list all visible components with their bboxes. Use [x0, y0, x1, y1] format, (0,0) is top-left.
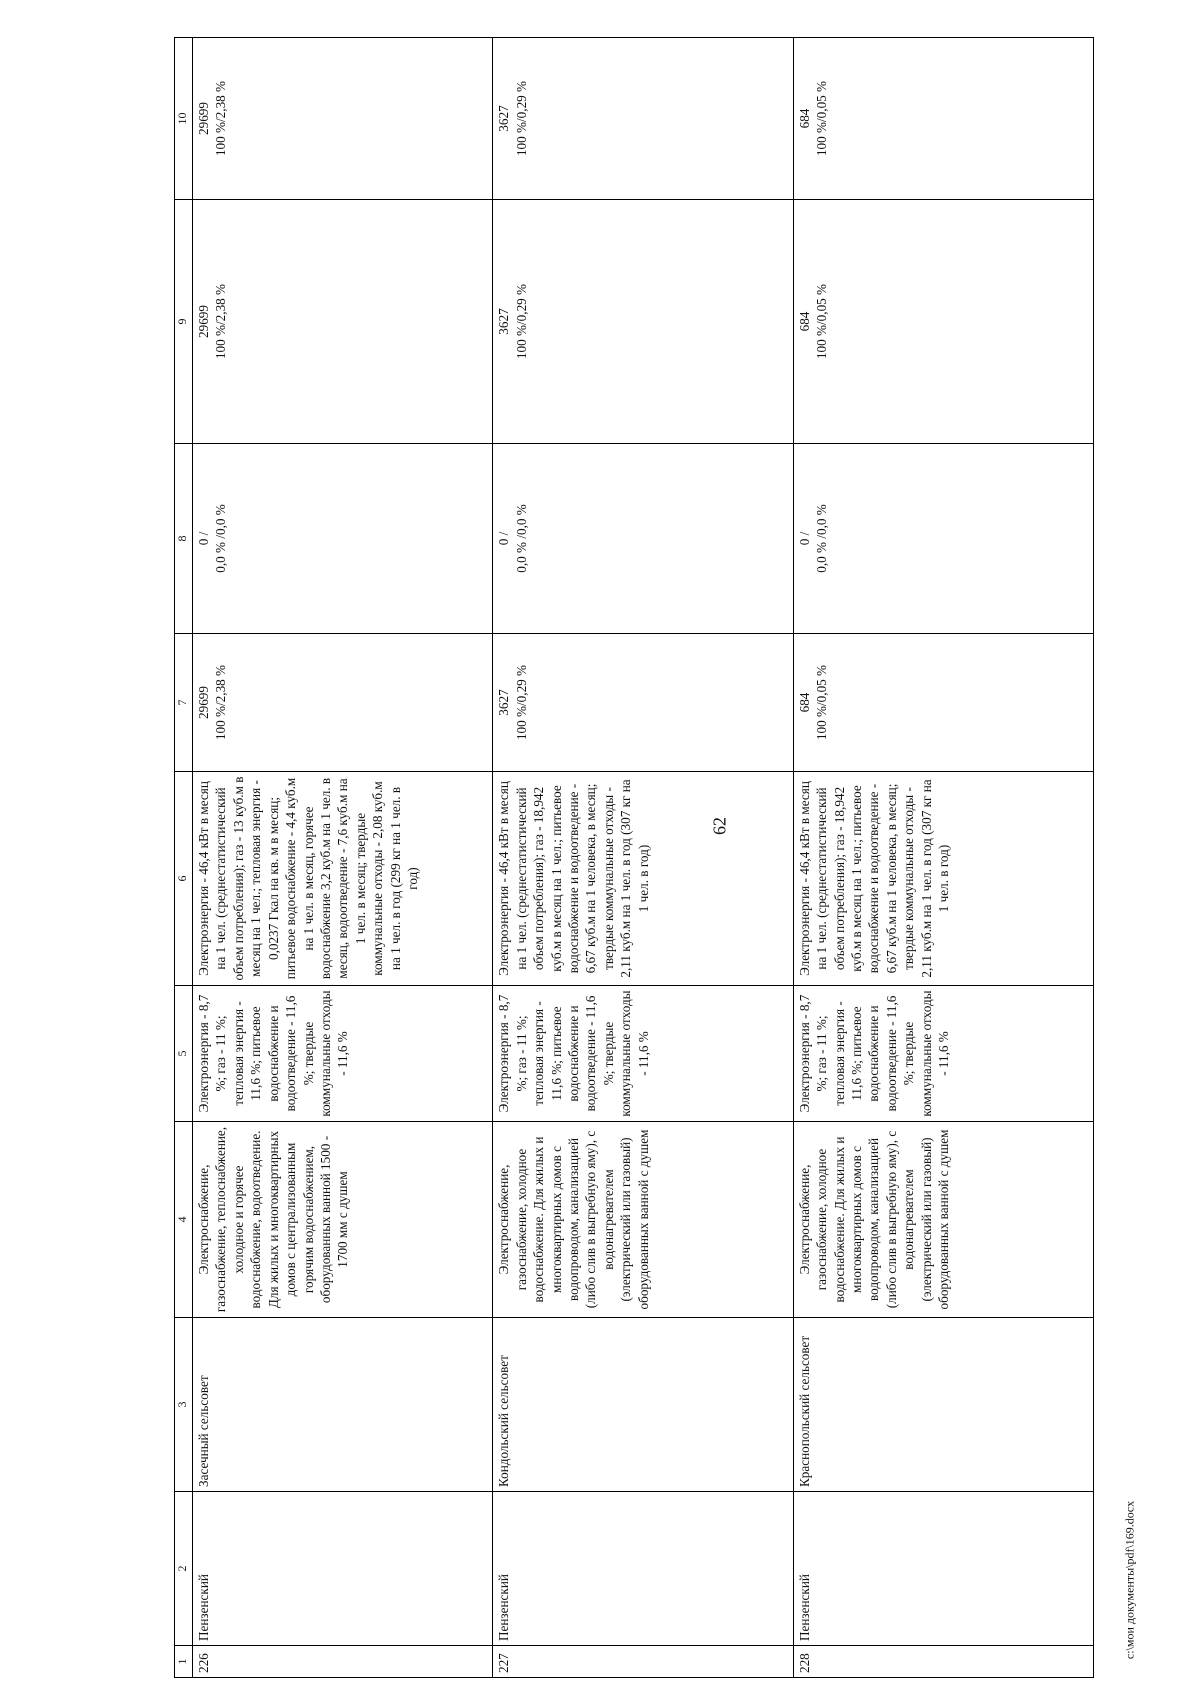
header-col-3: 3	[175, 1318, 193, 1492]
col8-cell: 0 / 0,0 % /0,0 %	[493, 444, 793, 634]
table-row	[193, 38, 493, 1678]
header-col-7: 7	[175, 634, 193, 772]
row-number: 226	[193, 1646, 493, 1678]
col8-cell: 0 / 0,0 % /0,0 %	[793, 444, 1093, 634]
table-row	[793, 38, 1093, 1678]
tariff-table	[174, 37, 1094, 1678]
district-cell: Пензенский	[193, 1492, 493, 1646]
district-cell: Пензенский	[493, 1492, 793, 1646]
header-col-2: 2	[175, 1492, 193, 1646]
norms-cell: Электроэнергия - 46,4 кВт в месяц на 1 чел. (среднестатистический объем потребления); газ - 13 куб.м в месяц на 1 чел.; тепловая энергия - 0,0237 Гкал на кв. м в месяц; питьевое водоснабжение - 4,4 куб.м на 1 чел. в месяц, горячее водоснабжение 3,2 куб.м на 1 чел. в месяц, водоотведение - 7,6 куб.м на 1 чел. в месяц; твердые коммунальные отходы - 2,08 куб.м на 1 чел. в год (299 кг на 1 чел. в год)	[193, 772, 493, 986]
district-cell: Пензенский	[793, 1492, 1093, 1646]
header-col-4: 4	[175, 1122, 193, 1318]
row-number: 227	[493, 1646, 793, 1678]
col7-cell: 684 100 %/0,05 %	[793, 634, 1093, 772]
header-col-8: 8	[175, 444, 193, 634]
shares-cell: Электроэнергия - 8,7 %; газ - 11 %; тепловая энергия - 11,6 %; питьевое водоснабжение и водоотведение - 11,6 %; твердые коммунальные отходы - 11,6 %	[493, 986, 793, 1122]
settlement-cell: Кондольский сельсовет	[493, 1318, 793, 1492]
rotated-table-container	[174, 38, 1094, 1678]
header-col-5: 5	[175, 986, 193, 1122]
col9-cell: 684 100 %/0,05 %	[793, 200, 1093, 444]
footer-file-path: c:\мои документы\pdf\169.docx	[1122, 1500, 1137, 1660]
row-number: 228	[793, 1646, 1093, 1678]
col10-cell: 3627 100 %/0,29 %	[493, 38, 793, 200]
col8-cell: 0 / 0,0 % /0,0 %	[193, 444, 493, 634]
header-col-9: 9	[175, 200, 193, 444]
table-row	[493, 38, 793, 1678]
col10-cell: 684 100 %/0,05 %	[793, 38, 1093, 200]
shares-cell: Электроэнергия - 8,7 %; газ - 11 %; тепловая энергия - 11,6 %; питьевое водоснабжение и водоотведение - 11,6 %; твердые коммунальные отходы - 11,6 %	[793, 986, 1093, 1122]
shares-cell: Электроэнергия - 8,7 %; газ - 11 %; тепловая энергия - 11,6 %; питьевое водоснабжение и водоотведение - 11,6 %; твердые коммунальные отходы - 11,6 %	[193, 986, 493, 1122]
col9-cell: 3627 100 %/0,29 %	[493, 200, 793, 444]
utilities-cell: Электроснабжение, газоснабжение, теплоснабжение, холодное и горячее водоснабжение, водоотведение. Для жилых и многоквартирных домов с централизованным горячим водоснабжением, оборудованных ванной 1500 - 1700 мм с душем	[193, 1122, 493, 1318]
utilities-cell: Электроснабжение, газоснабжение, холодное водоснабжение. Для жилых и многоквартирных домов с водопроводом, канализацией (либо слив в выгребную яму), с водонагревателем (электрический или газовый) оборудованных ванной с душем	[793, 1122, 1093, 1318]
header-col-1: 1	[175, 1646, 193, 1678]
utilities-cell: Электроснабжение, газоснабжение, холодное водоснабжение. Для жилых и многоквартирных домов с водопроводом, канализацией (либо слив в выгребную яму), с водонагревателем (электрический или газовый) оборудованных ванной с душем	[493, 1122, 793, 1318]
settlement-cell: Засечный сельсовет	[193, 1318, 493, 1492]
norms-cell: Электроэнергия - 46,4 кВт в месяц на 1 чел. (среднестатистический объем потребления); газ - 18,942 куб.м в месяц на 1 чел.; питьевое водоснабжение и водоотведение - 6,67 куб.м на 1 человека, в месяц; твердые коммунальные отходы - 2,11 куб.м на 1 чел. в год (307 кг на 1 чел. в год)	[793, 772, 1093, 986]
header-row	[175, 38, 193, 1678]
settlement-cell: Краснопольский сельсовет	[793, 1318, 1093, 1492]
col7-cell: 3627 100 %/0,29 %	[493, 634, 793, 772]
col9-cell: 29699 100 %/2,38 %	[193, 200, 493, 444]
col10-cell: 29699 100 %/2,38 %	[193, 38, 493, 200]
col7-cell: 29699 100 %/2,38 %	[193, 634, 493, 772]
norms-cell: Электроэнергия - 46,4 кВт в месяц на 1 чел. (среднестатистический объем потребления); газ - 18,942 куб.м в месяц на 1 чел.; питьевое водоснабжение и водоотведение - 6,67 куб.м на 1 человека, в месяц; твердые коммунальные отходы - 2,11 куб.м на 1 чел. в год (307 кг на 1 чел. в год)	[493, 772, 793, 986]
header-col-6: 6	[175, 772, 193, 986]
page-number: 62	[709, 817, 730, 835]
header-col-10: 10	[175, 38, 193, 200]
